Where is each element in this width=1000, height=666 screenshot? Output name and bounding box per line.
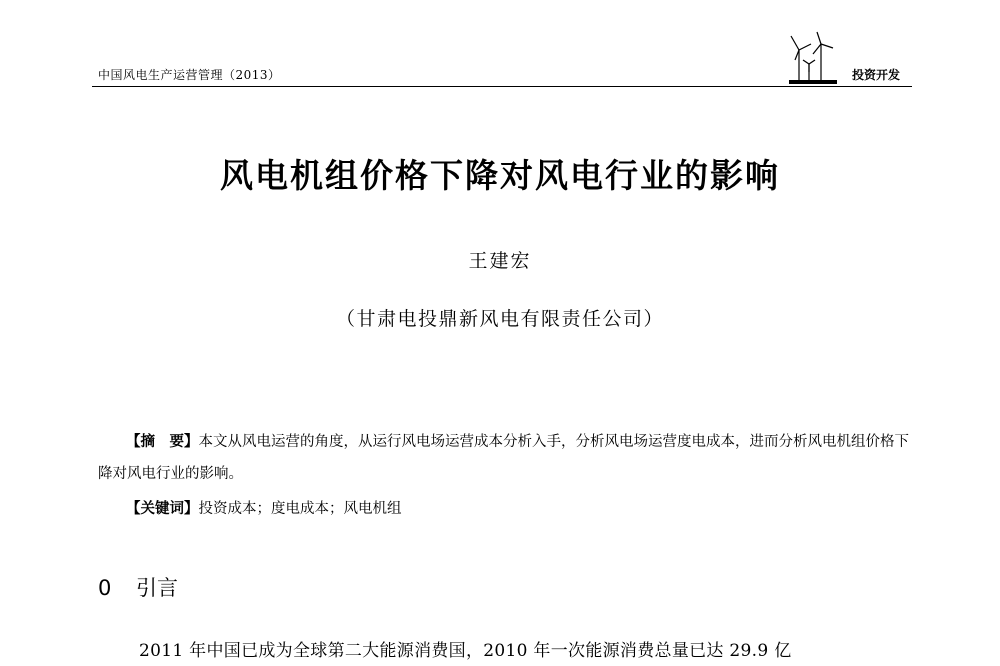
section-number: 0 — [98, 576, 112, 600]
body-paragraph-line: 2011 年中国已成为全球第二大能源消费国，2010 年一次能源消费总量已达 29.9 亿 — [139, 641, 792, 661]
paper-title: 风电机组价格下降对风电行业的影响 — [220, 156, 780, 195]
author-name: 王建宏 — [468, 250, 532, 272]
running-header-section: 投资开发 — [852, 68, 901, 82]
keywords-line — [126, 497, 402, 518]
author-affiliation: （甘肃电投鼎新风电有限责任公司） — [335, 308, 664, 330]
abstract-label: 【摘 要】 — [126, 433, 199, 450]
running-header-journal: 中国风电生产运营管理（2013） — [98, 68, 281, 82]
abstract-label-wrap — [98, 434, 199, 450]
section-title: 引言 — [136, 576, 178, 600]
keywords-text: 投资成本；度电成本；风电机组 — [198, 501, 402, 517]
keywords-label: 【关键词】 — [126, 500, 199, 517]
header-divider — [92, 86, 912, 87]
abstract-paragraph — [98, 426, 913, 490]
section-heading — [98, 572, 178, 602]
wind-turbine-icon — [785, 30, 845, 86]
abstract-text: 本文从风电运营的角度，从运行风电场运营成本分析入手，分析风电场运营度电成本，进而分析风电机组价格下降对风电行业的影响。 — [98, 434, 909, 482]
